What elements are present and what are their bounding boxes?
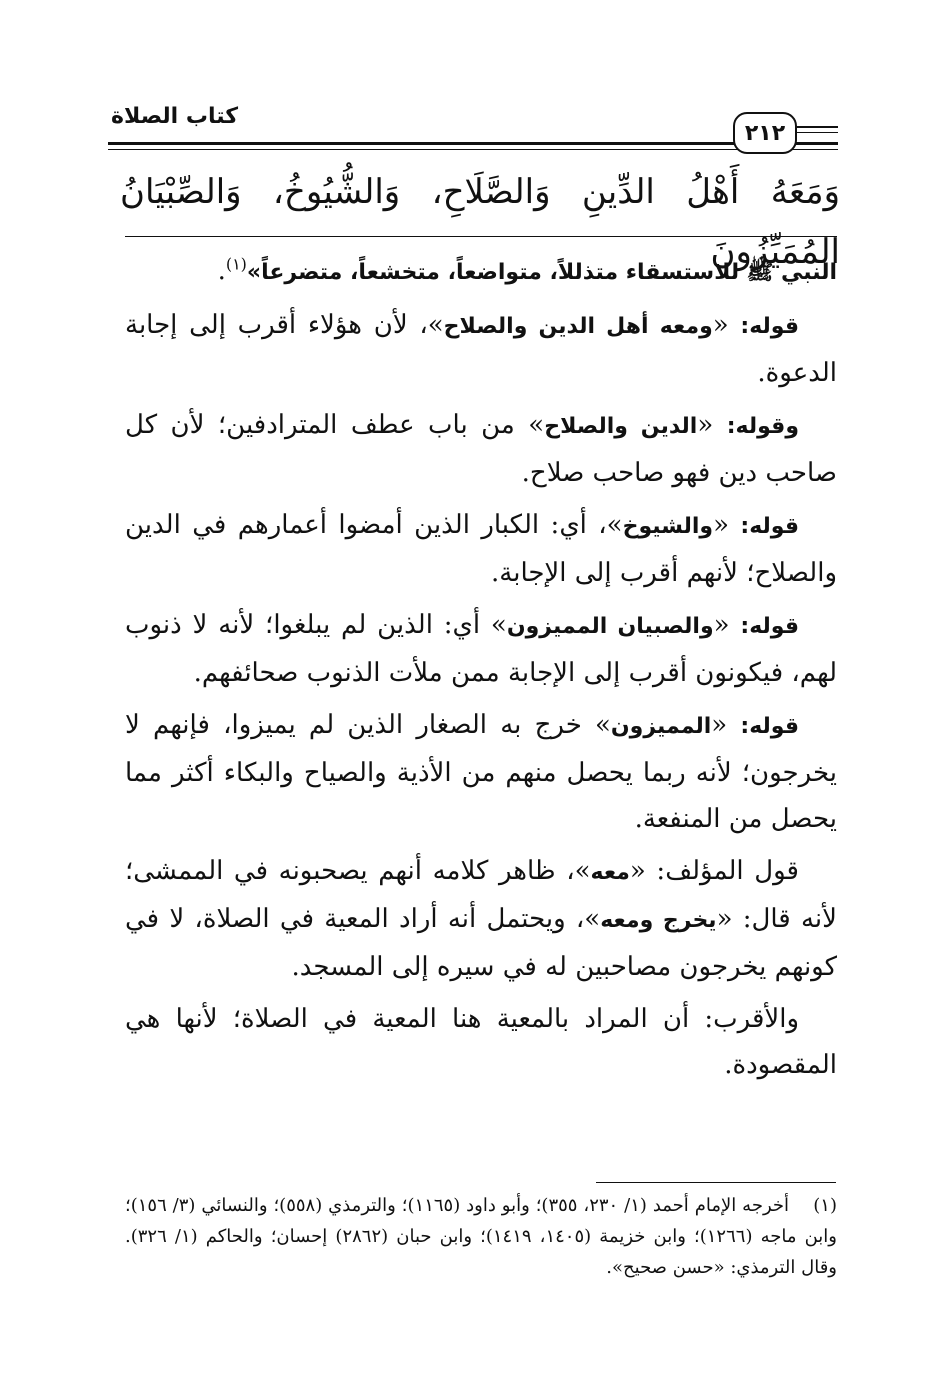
- paragraph: [125, 702, 837, 842]
- paragraph: [125, 402, 837, 496]
- paragraph: [125, 848, 837, 990]
- header-rule-short-thin: [797, 132, 838, 133]
- bold-term: وقوله:: [726, 414, 799, 439]
- footnote-reference: (١): [225, 254, 247, 274]
- text-segment: «: [712, 310, 741, 340]
- bold-term: الدين والصلاح: [544, 414, 698, 439]
- bold-term: المميزون: [610, 714, 712, 739]
- page-number: ٢١٢: [733, 112, 797, 154]
- header-rule-thick: [108, 142, 838, 145]
- header-rule-short: [797, 126, 838, 128]
- bold-term: والشيوخ: [622, 514, 714, 539]
- text-segment: »، ويحتمل أنه أراد المعية في الصلاة، لا في كونهم يخرجون مصاحبين له في سيره إلى المسجد.: [125, 904, 837, 982]
- commentary-body: [125, 248, 837, 1088]
- paragraph: [125, 996, 837, 1088]
- bold-term: قوله:: [740, 514, 800, 539]
- footnote-marker: (١): [813, 1195, 837, 1216]
- footnote-divider: [596, 1182, 836, 1183]
- paragraph: [125, 302, 837, 396]
- text-segment: » خرج به الصغار الذين لم يميزوا، فإنهم لا يخرجون؛ لأنه ربما يحصل منهم من الأذية والصياح والبكاء أكثر مما يحصل من المنفعة.: [125, 710, 837, 834]
- text-segment: »، لأن هؤلاء أقرب إلى إجابة الدعوة.: [125, 310, 837, 388]
- bold-term: قوله:: [740, 614, 800, 639]
- text-segment: » أي: الذين لم يبلغوا؛ لأنه لا ذنوب لهم، فيكونون أقرب إلى الإجابة ممن ملأت الذنوب صحائفهم.: [125, 610, 837, 688]
- paragraph: [125, 602, 837, 696]
- bold-term: معه: [590, 860, 630, 885]
- footnote-text: أخرجه الإمام أحمد (١/ ٢٣٠، ٣٥٥)؛ وأبو داود (١١٦٥)؛ والترمذي (٥٥٨)؛ والنسائي (٣/ ١٥٦)؛ وابن ماجه (١٢٦٦)؛ وابن خزيمة (١٤٠٥، ١٤١٩)؛ وابن حبان (٢٨٦٢) إحسان؛ والحاكم (١/ ٣٢٦). وقال الترمذي: «حسن صحيح».: [125, 1195, 837, 1278]
- header-rule-thin: [108, 149, 838, 150]
- text-segment: قول المؤلف: «: [629, 856, 799, 886]
- paragraph: [125, 248, 837, 296]
- text-segment: «: [711, 710, 741, 740]
- bold-term: ومعه أهل الدين والصلاح: [443, 314, 713, 339]
- bold-term: والصبيان المميزون: [506, 614, 714, 639]
- text-segment: » من باب عطف المترادفين؛ لأن كل صاحب دين فهو صاحب صلاح.: [125, 410, 837, 488]
- bold-term: يخرج ومعه: [600, 908, 717, 933]
- text-segment: «: [713, 610, 741, 640]
- footnote: [125, 1190, 837, 1283]
- text-segment: «: [713, 510, 741, 540]
- running-header-book-title: كتاب الصلاة: [111, 104, 238, 129]
- text-segment: «: [697, 410, 727, 440]
- text-segment: والأقرب: أن المراد بالمعية هنا المعية في الصلاة؛ لأنها هي المقصودة.: [125, 1004, 837, 1080]
- matn-text: وَمَعَهُ أَهْلُ الدِّينِ وَالصَّلَاحِ، وَالشُّيُوخُ، وَالصِّبْيَانُ المُمَيِّزُونَ: [120, 172, 840, 272]
- text-segment: »، ظاهر كلامه أنهم يصحبونه في الممشى؛ لأنه قال: «: [125, 856, 837, 934]
- bold-term: قوله:: [740, 714, 799, 739]
- bold-term: النبي ﷺ للاستسقاء متذللاً، متواضعاً، متخشعاً، متضرعاً»: [246, 260, 837, 285]
- text-segment: »، أي: الكبار الذين أمضوا أعمارهم في الدين والصلاح؛ لأنهم أقرب إلى الإجابة.: [125, 510, 837, 588]
- text-segment: .: [217, 256, 226, 286]
- paragraph: [125, 502, 837, 596]
- matn-divider: [125, 236, 837, 237]
- bold-term: قوله:: [740, 314, 799, 339]
